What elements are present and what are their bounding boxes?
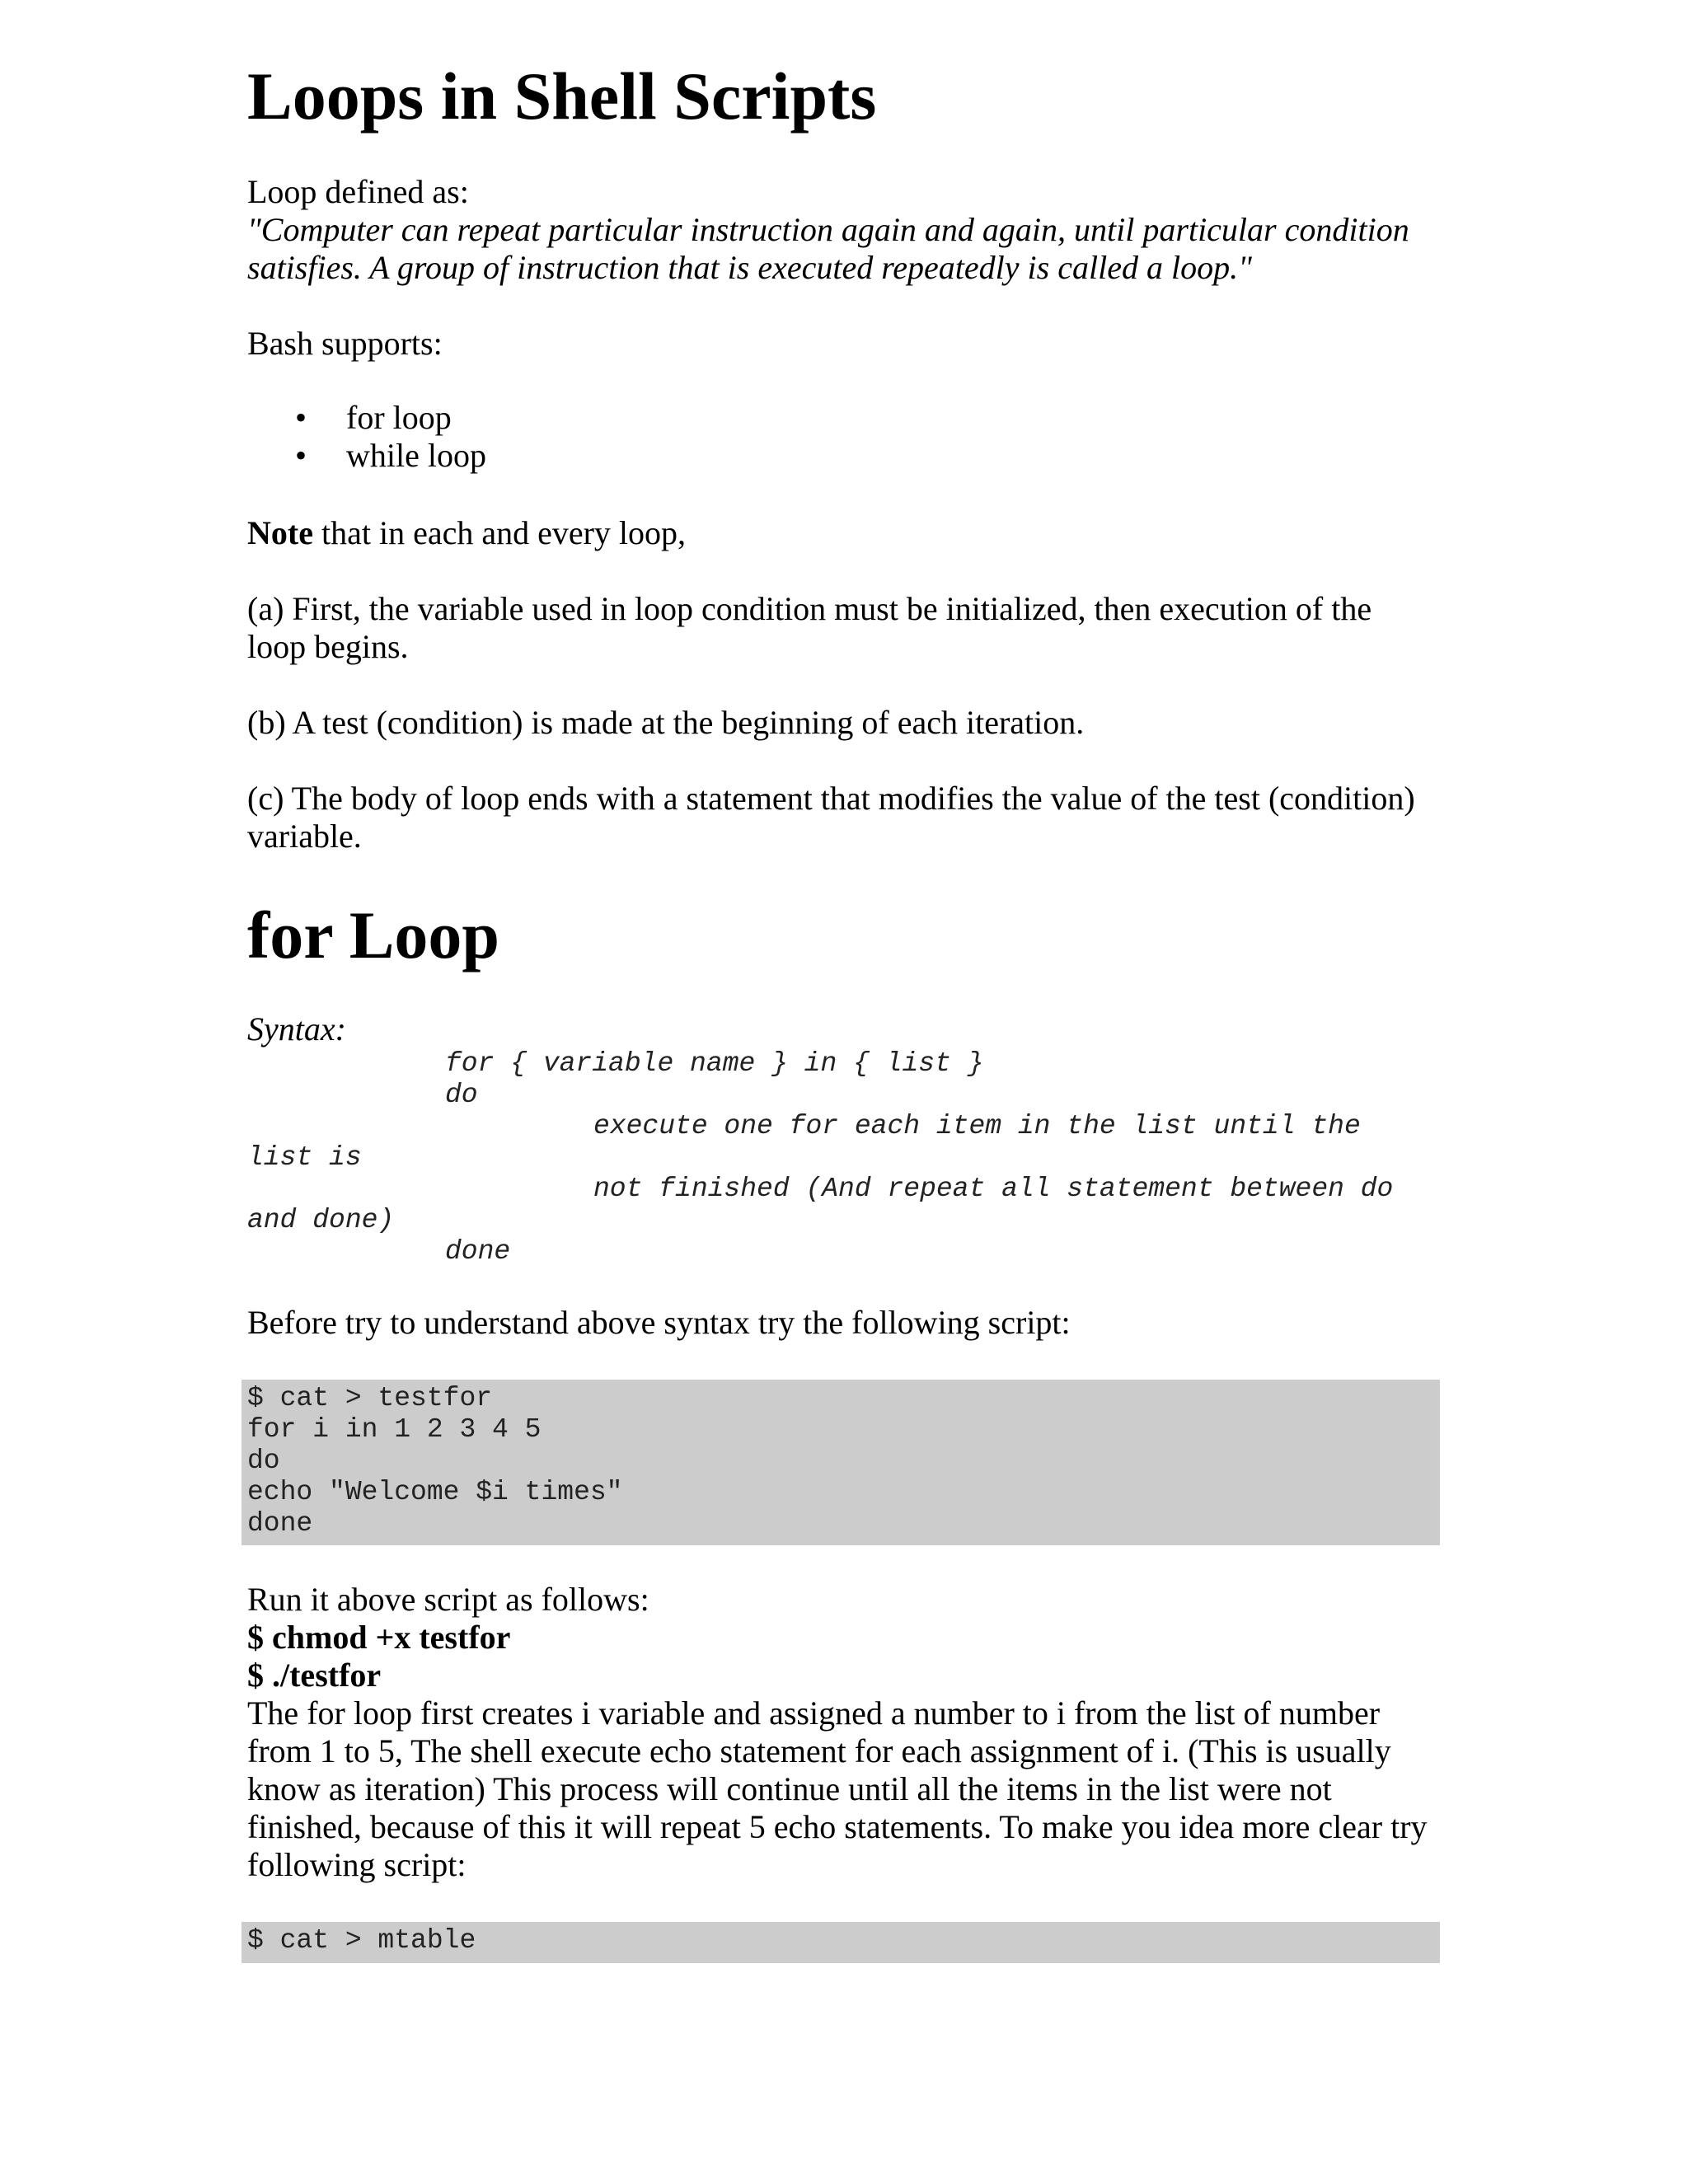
explanation-line: The for loop first creates i variable and assigned a number to i from the list of number (247, 1694, 1381, 1732)
code-line: for i in 1 2 3 4 5 (247, 1414, 542, 1445)
loop-defined-label: Loop defined as: (247, 173, 469, 210)
point-b: (b) A test (condition) is made at the beginning of each iteration. (247, 704, 1085, 741)
point-a-line-1: (a) First, the variable used in loop condition must be initialized, then execution of the (247, 590, 1372, 627)
code-line: $ cat > mtable (247, 1925, 476, 1956)
bullet-icon: • (295, 437, 307, 474)
command-chmod: $ chmod +x testfor (247, 1619, 511, 1656)
syntax-line: list is (247, 1142, 362, 1173)
syntax-line: do (445, 1080, 478, 1110)
code-block-mtable (241, 1922, 1440, 1963)
explanation-line: finished, because of this it will repeat 5 echo statements. To make you idea more clear try (247, 1808, 1428, 1845)
run-it-text: Run it above script as follows: (247, 1581, 649, 1618)
point-c-line-2: variable. (247, 818, 362, 855)
command-run: $ ./testfor (247, 1657, 382, 1694)
bullet-icon: • (295, 399, 307, 436)
syntax-label: Syntax: (247, 1010, 346, 1047)
page-title: Loops in Shell Scripts (247, 59, 877, 134)
point-a-line-2: loop begins. (247, 628, 409, 665)
explanation-line: from 1 to 5, The shell execute echo statement for each assignment of i. (This is usually (247, 1732, 1391, 1769)
code-line: done (247, 1508, 313, 1539)
point-c-line-1: (c) The body of loop ends with a statement that modifies the value of the test (condition) (247, 780, 1415, 817)
loop-definition-quote-line-1: "Computer can repeat particular instruction again and again, until particular condition (247, 211, 1409, 248)
loop-types-list (247, 399, 486, 475)
code-block-testfor (241, 1380, 1440, 1545)
code-line: do (247, 1446, 280, 1476)
loop-definition-quote-line-2: satisfies. A group of instruction that is executed repeatedly is called a loop." (247, 249, 1252, 286)
syntax-line: not finished (And repeat all statement between do (593, 1174, 1394, 1204)
list-item: • for loop (295, 399, 452, 436)
explanation-line: following script: (247, 1846, 467, 1883)
bash-supports-label: Bash supports: (247, 325, 443, 362)
note-label: Note (247, 514, 313, 551)
code-line: echo "Welcome $i times" (247, 1477, 623, 1507)
explanation-line: know as iteration) This process will continue until all the items in the list were not (247, 1770, 1332, 1807)
for-loop-heading: for Loop (247, 898, 500, 972)
syntax-line: for { variable name } in { list } (445, 1048, 984, 1079)
syntax-line: execute one for each item in the list until the (593, 1111, 1361, 1141)
note-paragraph: Note that in each and every loop, (247, 514, 687, 551)
before-try-text: Before try to understand above syntax try the following script: (247, 1304, 1071, 1341)
code-line: $ cat > testfor (247, 1383, 493, 1413)
list-item: • while loop (295, 437, 486, 474)
syntax-line: done (445, 1236, 511, 1267)
syntax-line: and done) (247, 1205, 395, 1235)
